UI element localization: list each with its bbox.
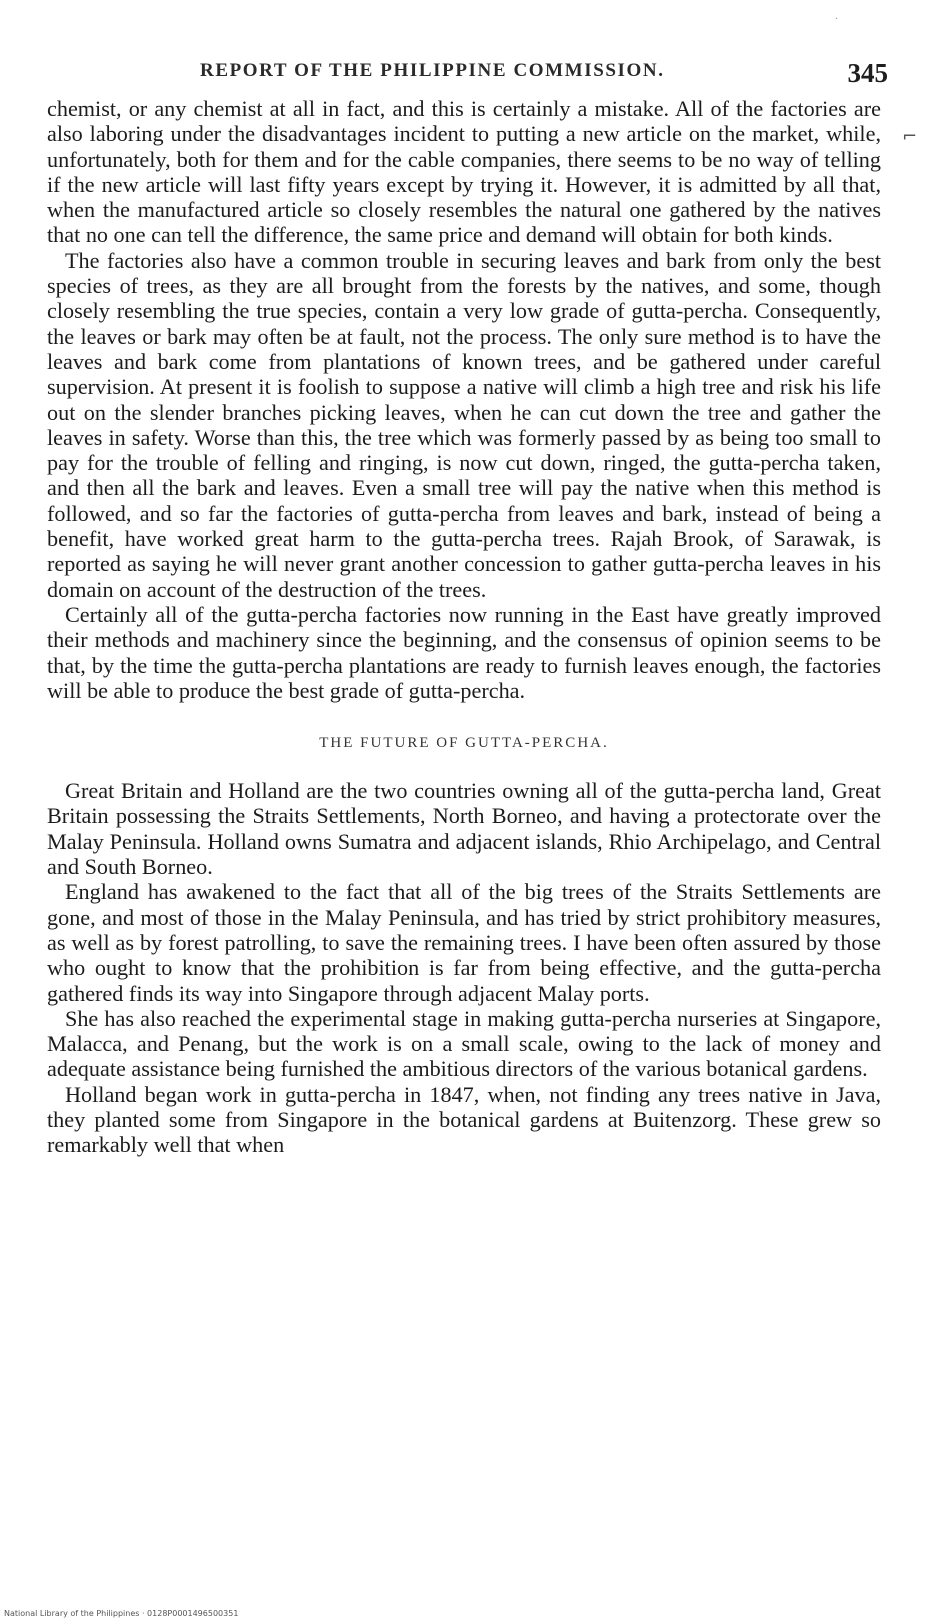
- paragraph: She has also reached the experimental stage in making gutta-percha nurseries at Singapore, Malacca, and Penang, but the work is on a small scale, owing to the lack of money and adequate assistance being furnished the ambitious directors of the various botanical gardens.: [47, 1005, 881, 1082]
- margin-mark: ⌐: [902, 126, 918, 147]
- paragraph-continued: chemist, or any chemist at all in fact, and this is certainly a mistake. All of the factories are also laboring under the disadvantages incident to putting a new article on the market, while, unfortunately, both for them and for the cable companies, there seems to be no way of telling if the new article will last fifty years except by trying it. However, it is admitted by all that, when the manufactured article so closely resembles the natural one gathered by the natives that no one can tell the difference, the same price and demand will obtain for both kinds.: [47, 96, 881, 248]
- paragraph: Holland began work in gutta-percha in 1847, when, not finding any trees native in Java, they planted some from Singapore in the botanical gardens at Buitenzorg. These grew so remarkably well that when: [47, 1081, 881, 1158]
- paragraph: England has awakened to the fact that all of the big trees of the Straits Settlements are gone, and most of those in the Malay Peninsula, and has tried by strict prohibitory measures, as well as by forest patrolling, to save the remaining trees. I have been often assured by those who ought to know that the prohibition is far from being effective, and the gutta-percha gathered finds its way into Singapore through adjacent Malay ports.: [47, 879, 881, 1006]
- body-text: [47, 96, 881, 1158]
- paragraph: Certainly all of the gutta-percha factories now running in the East have greatly improved their methods and machinery since the beginning, and the consensus of opinion seems to be that, by the time the gutta-percha plantations are ready to furnish leaves enough, the factories will be able to produce the best grade of gutta-percha.: [47, 601, 881, 703]
- page-number: 345: [847, 58, 888, 88]
- paragraph: The factories also have a common trouble in securing leaves and bark from only the best species of trees, as they are all brought from the forests by the natives, and some, though closely resembling the true species, contain a very low grade of gutta-percha. Consequently, the leaves or bark may often be at fault, not the process. The only sure method is to have the leaves and bark come from plantations of known trees, and be gathered under careful supervision. At present it is foolish to suppose a native will climb a high tree and risk his life out on the slender branches picking leaves, when he can cut down the tree and gather the leaves in safety. Worse than this, the tree which was formerly passed by as being too small to pay for the trouble of felling and ringing, is now cut down, ringed, the gutta-percha taken, and then all the bark and leaves. Even a small tree will pay the native when this method is followed, and so far the factories of gutta-percha from leaves and bark, instead of being a benefit, have worked great harm to the gutta-percha trees. Rajah Brook, of Sarawak, is reported as saying he will never grant another concession to gather gutta-percha leaves in his domain on account of the destruction of the trees.: [47, 247, 881, 602]
- running-title: REPORT OF THE PHILIPPINE COMMISSION.: [200, 60, 665, 81]
- running-header: [48, 58, 888, 92]
- scan-credit: National Library of the Philippines · 0128P0001496500351: [4, 1609, 239, 1618]
- scan-speck: ·: [835, 14, 839, 25]
- section-heading: THE FUTURE OF GUTTA-PERCHA.: [319, 735, 609, 752]
- paragraph: Great Britain and Holland are the two countries owning all of the gutta-percha land, Great Britain possessing the Straits Settlements, North Borneo, and having a protectorate over the Malay Peninsula. Holland owns Sumatra and adjacent islands, Rhio Archipelago, and Central and South Borneo.: [47, 778, 881, 880]
